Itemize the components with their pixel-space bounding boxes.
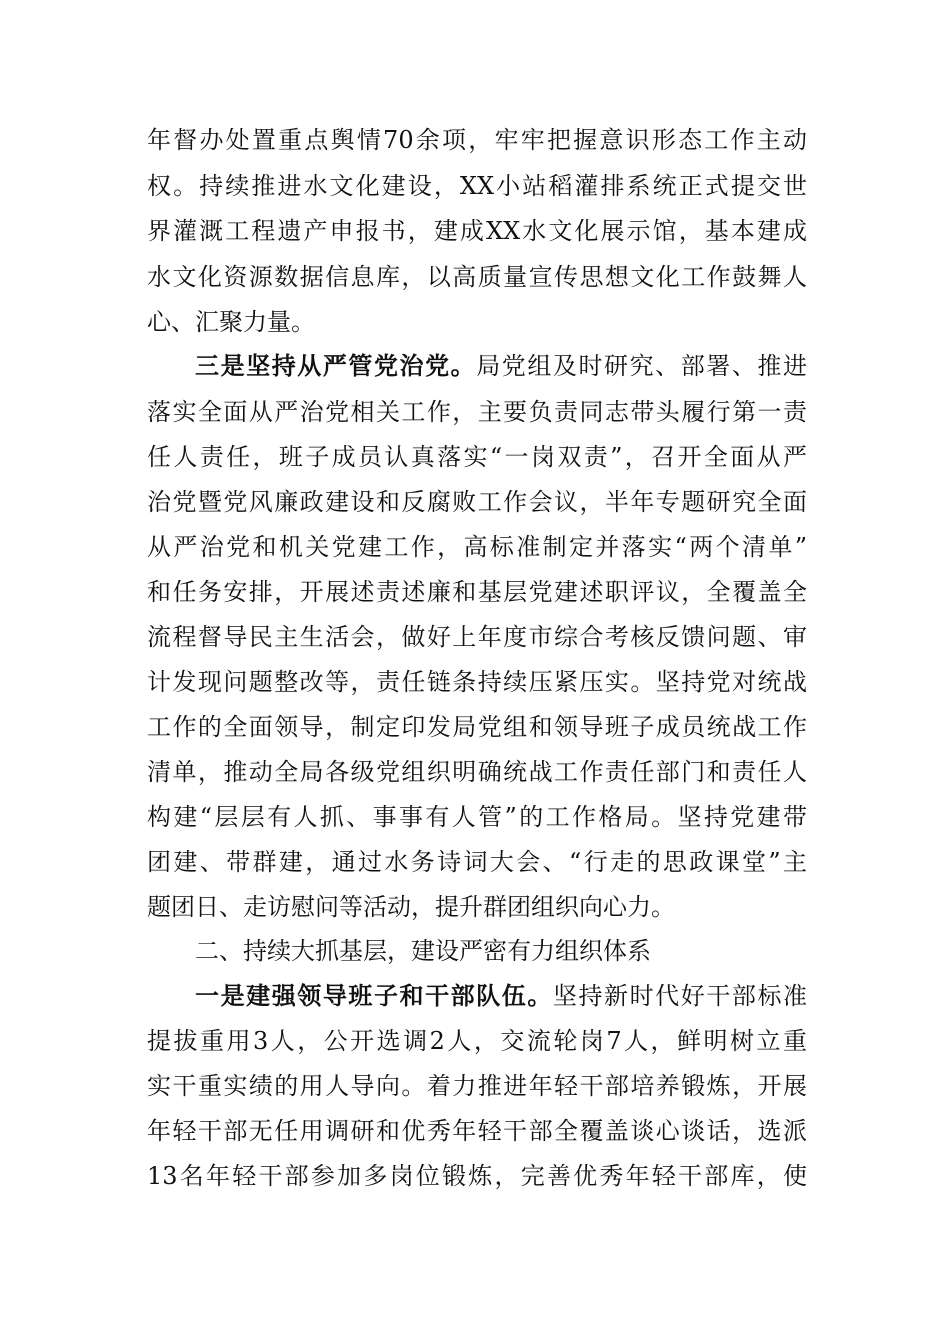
paragraph-line: 构建“层层有人抓、事事有人管”的工作格局。坚持党建带 [147,803,807,831]
paragraph-text: 局党组及时研究、部署、推进 [476,352,807,380]
paragraph-line: 团建、带群建，通过水务诗词大会、“行走的思政课堂”主 [147,848,807,876]
paragraph-line: 从严治党和机关党建工作，高标准制定并落实“两个清单” [147,533,807,561]
paragraph-line: 落实全面从严治党相关工作，主要负责同志带头履行第一责 [147,398,807,426]
paragraph-line: 和任务安排，开展述责述廉和基层党建述职评议，全覆盖全 [147,578,807,606]
paragraph-first-line [195,350,807,382]
paragraph-line: 水文化资源数据信息库，以高质量宣传思想文化工作鼓舞人 [147,263,807,291]
paragraph-line: 权。持续推进水文化建设，XX小站稻灌排系统正式提交世 [147,172,807,200]
paragraph-line: 任人责任，班子成员认真落实“一岗双责”，召开全面从严 [147,443,807,471]
paragraph-lead: 一是建强领导班子和干部队伍。 [195,982,553,1010]
paragraph-line: 工作的全面领导，制定印发局党组和领导班子成员统战工作 [147,713,807,741]
paragraph-lead: 三是坚持从严管党治党。 [195,352,477,380]
paragraph-first-line [195,980,807,1012]
paragraph-text: 坚持新时代好干部标准 [552,982,807,1010]
paragraph-line: 实干重实绩的用人导向。着力推进年轻干部培养锻炼，开展 [147,1072,807,1100]
paragraph-line: 计发现问题整改等，责任链条持续压紧压实。坚持党对统战 [147,668,807,696]
paragraph-line: 提拔重用3人，公开选调2人，交流轮岗7人，鲜明树立重 [147,1027,807,1055]
paragraph-line: 界灌溉工程遗产申报书，建成XX水文化展示馆，基本建成 [147,217,807,245]
section-heading: 二、持续大抓基层，建设严密有力组织体系 [195,937,651,965]
paragraph-line: 流程督导民主生活会，做好上年度市综合考核反馈问题、审 [147,623,807,651]
paragraph-line: 13名年轻干部参加多岗位锻炼，完善优秀年轻干部库，使 [147,1162,807,1190]
paragraph-line: 治党暨党风廉政建设和反腐败工作会议，半年专题研究全面 [147,488,807,516]
paragraph-line: 题团日、走访慰问等活动，提升群团组织向心力。 [147,893,675,921]
paragraph-line: 心、汇聚力量。 [147,308,315,336]
paragraph-line: 年督办处置重点舆情70余项，牢牢把握意识形态工作主动 [147,126,807,154]
paragraph-line: 清单，推动全局各级党组织明确统战工作责任部门和责任人 [147,758,807,786]
paragraph-line: 年轻干部无任用调研和优秀年轻干部全覆盖谈心谈话，选派 [147,1117,807,1145]
